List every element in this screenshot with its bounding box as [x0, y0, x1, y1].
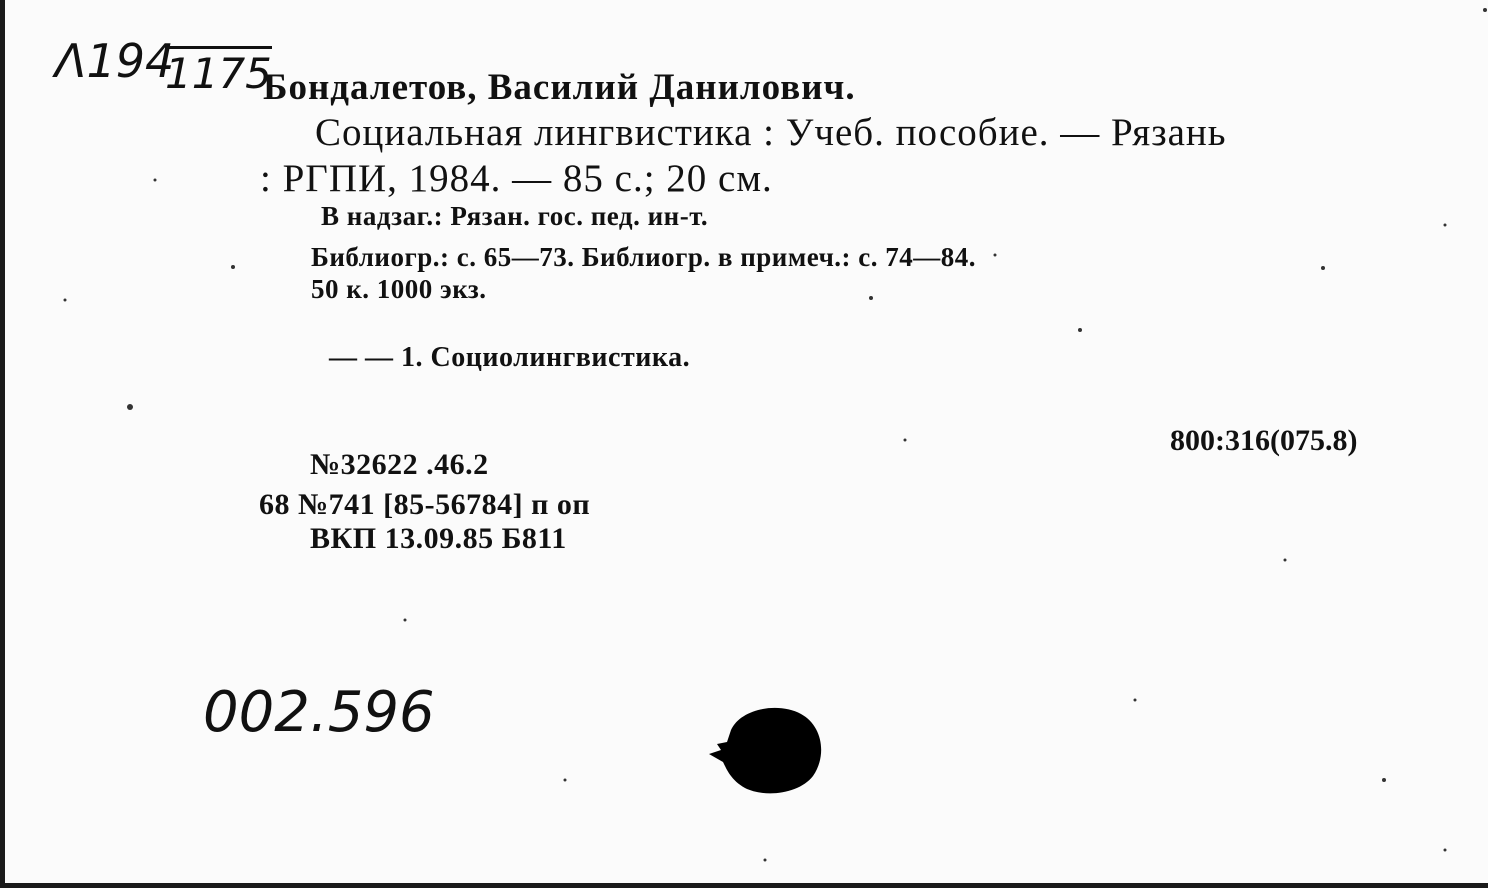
handwritten-inventory-number: 002.596: [203, 680, 435, 745]
title-line-2: : РГПИ, 1984. — 85 с.; 20 см.: [260, 157, 773, 200]
handwritten-number: 1175: [165, 46, 272, 99]
udc-code: 800:316(075.8): [1170, 424, 1358, 457]
punch-hole: [709, 700, 827, 798]
note-header: В надзаг.: Рязан. гос. пед. ин-т.: [321, 201, 709, 231]
vkp-line: ВКП 13.09.85 Б811: [310, 522, 567, 555]
title-line-1: Социальная лингвистика : Учеб. пособие. — Рязань: [315, 111, 1227, 154]
handwritten-shelf-mark: Λ194: [55, 34, 175, 88]
note-price-print-run: 50 к. 1000 экз.: [311, 274, 487, 304]
subject-heading: — — 1. Социолингвистика.: [329, 342, 691, 373]
note-bibliography: Библиогр.: с. 65—73. Библиогр. в примеч.: с. 74—84.: [311, 242, 977, 272]
order-number-line: 68 №741 [85-56784] п оп: [259, 488, 591, 521]
author-heading: Бондалетов, Василий Данилович.: [263, 67, 856, 108]
catalog-number-line: №32622 .46.2: [310, 448, 489, 481]
